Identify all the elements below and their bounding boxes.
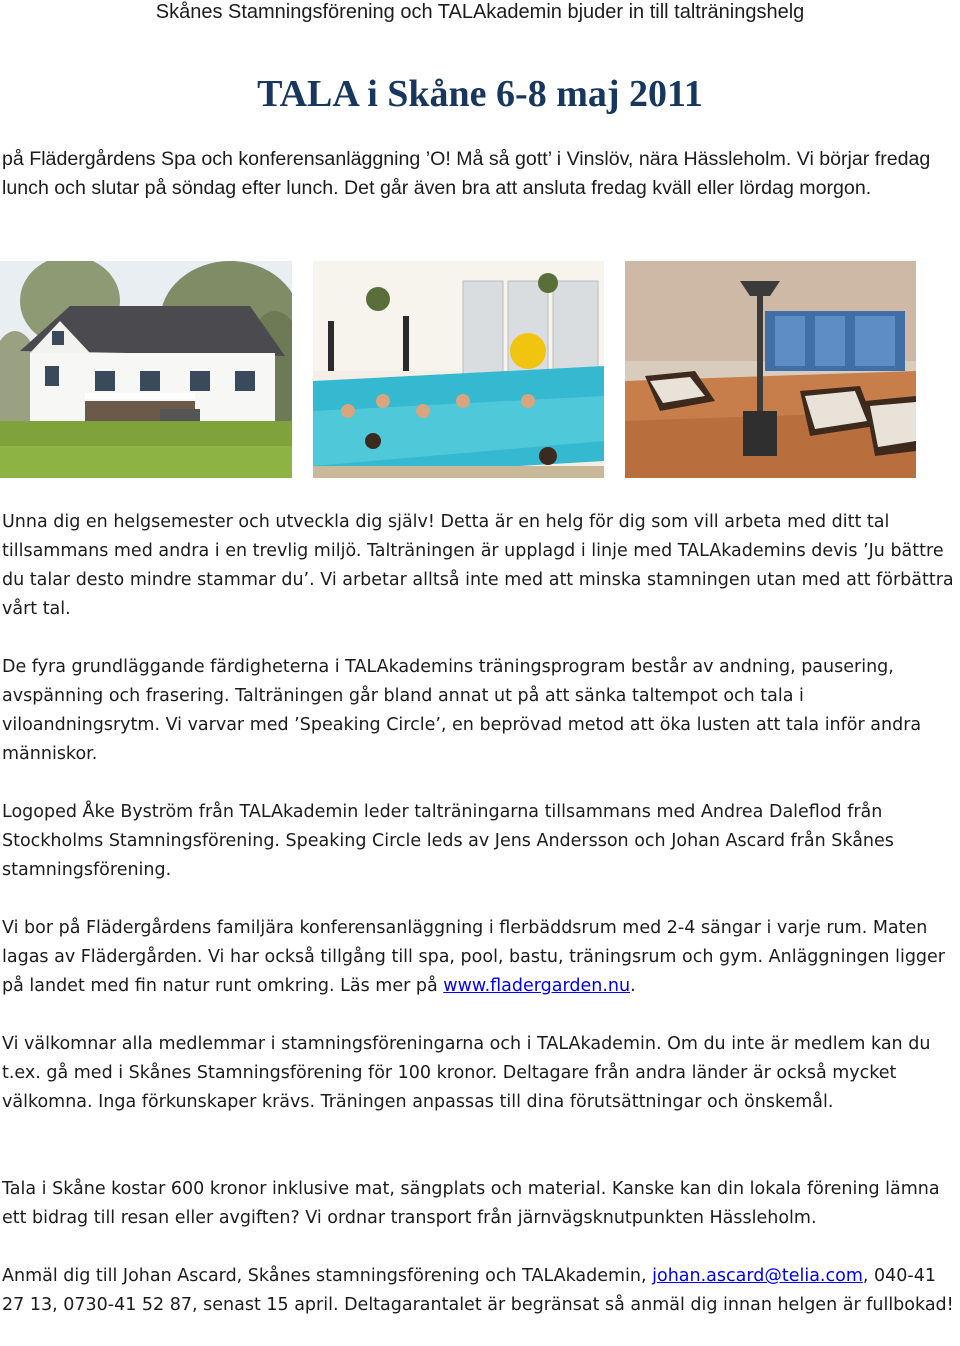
house-photo (0, 261, 292, 478)
fladergarden-link[interactable]: www.fladergarden.nu (443, 976, 631, 996)
paragraph-welcome: Vi välkomnar alla medlemmar i stamningsföreningarna och i TALAkademin. Om du inte är medlem kan du t.ex. gå med i Skånes Stamningsförening för 100 kronor. Deltagare från andra länder är också mycket välkomna. Inga förkunskaper krävs. Träningen anpassas till dina förutsättningar och önskemål. (2, 1034, 931, 1112)
paragraph-leaders: Logoped Åke Byström från TALAkademin leder talträningarna tillsammans med Andrea Daleflod från Stockholms Stamningsförening. Speaking Circle leds av Jens Andersson och Johan Ascard från Skånes stamningsförening. (2, 802, 894, 880)
lounge-photo (625, 261, 916, 478)
email-link[interactable]: johan.ascard@telia.com (652, 1266, 863, 1286)
intro-paragraph: på Flädergårdens Spa och konferensanläggning ’O! Må så gott’ i Vinslöv, nära Hässleholm. Vi börjar fredag lunch och slutar på söndag efter lunch. Det går även bra att ansluta fredag kväll eller lördag morgon. (2, 148, 931, 199)
paragraph-registration (2, 1262, 958, 1320)
pool-photo (313, 261, 604, 478)
registration-text: Anmäl dig till Johan Ascard, Skånes stamningsförening och TALAkademin, (2, 1266, 653, 1286)
page-title: TALA i Skåne 6-8 maj 2011 (257, 73, 703, 115)
invite-line: Skånes Stamningsförening och TALAkademin bjuder in till talträningshelg (155, 1, 805, 23)
paragraph-skills: De fyra grundläggande färdigheterna i TALAkademins träningsprogram består av andning, pausering, avspänning och frasering. Talträningen går bland annat ut på att sänka taltempot och tala i viloandningsrytm. Vi varvar med ’Speaking Circle’, en beprövad metod att öka lusten att tala inför andra människor. (2, 657, 922, 764)
accommodation-text: Vi bor på Flädergårdens familjära konferensanläggning i flerbäddsrum med 2-4 sängar i varje rum. Maten lagas av Flädergården. Vi har också tillgång till spa, pool, bastu, träningsrum och gym. Anläggningen ligger på landet med fin natur runt omkring. Läs mer på (2, 918, 945, 996)
accommodation-end: . (630, 976, 636, 996)
paragraph-accommodation (2, 914, 958, 1001)
paragraph-intro-weekend: Unna dig en helgsemester och utveckla dig själv! Detta är en helg för dig som vill arbeta med ditt tal tillsammans med andra i en trevlig miljö. Talträningen är upplagd i linje med TALAkademins devis ’Ju bättre du talar desto mindre stammar du’. Vi arbetar alltså inte med att minska stamningen utan med att förbättra vårt tal. (2, 512, 954, 619)
paragraph-cost: Tala i Skåne kostar 600 kronor inklusive mat, sängplats och material. Kanske kan din lokala förening lämna ett bidrag till resan eller avgiften? Vi ordnar transport från järnvägsknutpunkten Hässleholm. (2, 1179, 940, 1228)
registration-end: , 040-41 27 13, 0730-41 52 87, senast 15 april. Deltagarantalet är begränsat så anmäl dig innan helgen är fullbokad! (2, 1266, 954, 1315)
